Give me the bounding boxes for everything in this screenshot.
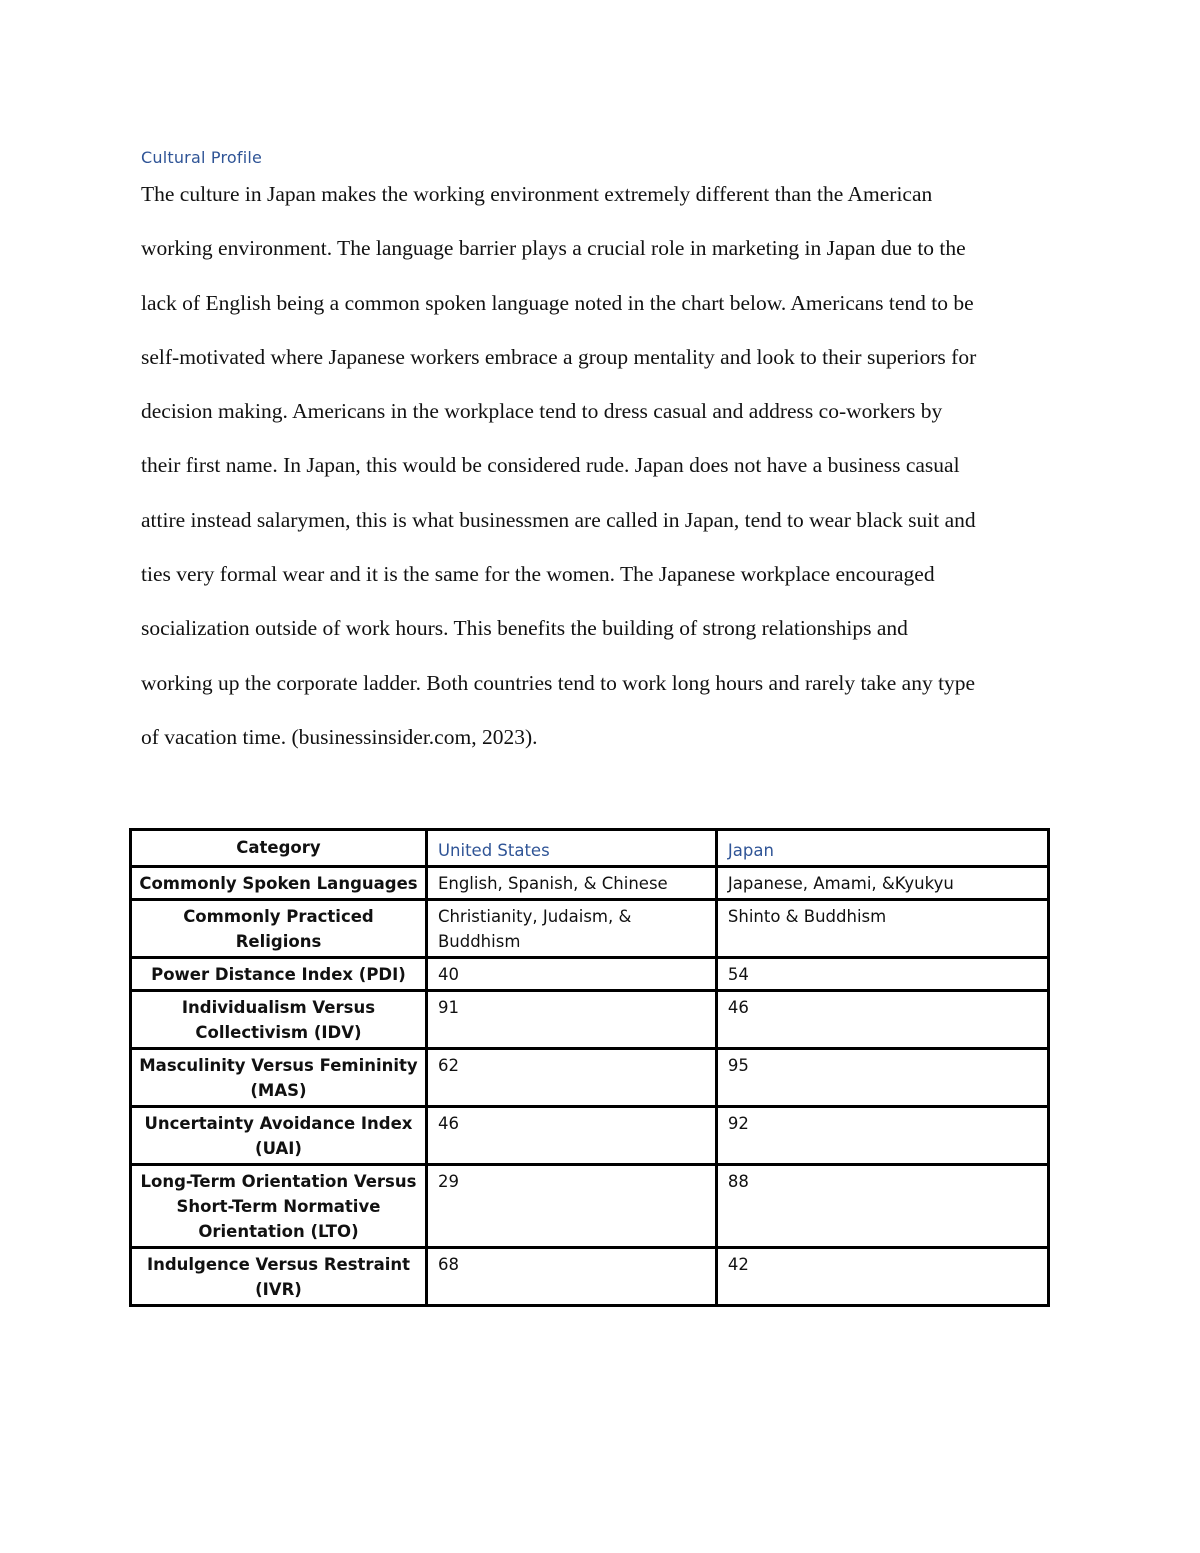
category-cell: Indulgence Versus Restraint (IVR) [131, 1248, 427, 1306]
table-header-row [131, 830, 1049, 867]
category-cell: Commonly Practiced Religions [131, 900, 427, 958]
table-row [131, 867, 1049, 900]
table-row [131, 991, 1049, 1049]
table-row [131, 1107, 1049, 1165]
paragraph-line: attire instead salarymen, this is what businessmen are called in Japan, tend to wear black suit and [141, 507, 976, 532]
section-heading: Cultural Profile [141, 148, 263, 167]
japan-value-cell: 95 [716, 1049, 1048, 1107]
us-value-cell: Christianity, Judaism, & Buddhism [426, 900, 716, 958]
category-cell: Power Distance Index (PDI) [131, 958, 427, 991]
paragraph-line: their first name. In Japan, this would be considered rude. Japan does not have a business casual [141, 453, 960, 478]
paragraph-line: working environment. The language barrier plays a crucial role in marketing in Japan due to the [141, 236, 966, 261]
japan-value-cell: Shinto & Buddhism [716, 900, 1048, 958]
us-value-cell: 29 [426, 1165, 716, 1248]
us-value-cell: 68 [426, 1248, 716, 1306]
cultural-comparison-table [129, 828, 1050, 1307]
category-cell: Masculinity Versus Femininity (MAS) [131, 1049, 427, 1107]
us-value-cell: English, Spanish, & Chinese [426, 867, 716, 900]
paragraph-line: The culture in Japan makes the working environment extremely different than the American [141, 182, 933, 206]
body-paragraph [141, 167, 1066, 764]
category-cell: Long-Term Orientation Versus Short-Term Normative Orientation (LTO) [131, 1165, 427, 1248]
paragraph-line: self-motivated where Japanese workers embrace a group mentality and look to their superiors for [141, 344, 977, 369]
japan-value-cell: Japanese, Amami, &Kyukyu [716, 867, 1048, 900]
us-value-cell: 40 [426, 958, 716, 991]
table-row [131, 1049, 1049, 1107]
japan-value-cell: 46 [716, 991, 1048, 1049]
category-cell: Uncertainty Avoidance Index (UAI) [131, 1107, 427, 1165]
paragraph-line: decision making. Americans in the workplace tend to dress casual and address co-workers by [141, 399, 943, 424]
header-united-states: United States [426, 830, 716, 867]
japan-value-cell: 88 [716, 1165, 1048, 1248]
header-category: Category [131, 830, 427, 867]
category-cell: Commonly Spoken Languages [131, 867, 427, 900]
table-row [131, 1248, 1049, 1306]
table-row [131, 900, 1049, 958]
us-value-cell: 46 [426, 1107, 716, 1165]
paragraph-line: socialization outside of work hours. This benefits the building of strong relationships and [141, 616, 908, 641]
table-row [131, 958, 1049, 991]
table-row [131, 1165, 1049, 1248]
japan-value-cell: 54 [716, 958, 1048, 991]
japan-value-cell: 42 [716, 1248, 1048, 1306]
japan-value-cell: 92 [716, 1107, 1048, 1165]
us-value-cell: 62 [426, 1049, 716, 1107]
paragraph-line: of vacation time. (businessinsider.com, 2023). [141, 724, 538, 749]
paragraph-line: ties very formal wear and it is the same for the women. The Japanese workplace encouraged [141, 562, 935, 587]
us-value-cell: 91 [426, 991, 716, 1049]
header-japan: Japan [716, 830, 1048, 867]
category-cell: Individualism Versus Collectivism (IDV) [131, 991, 427, 1049]
paragraph-line: working up the corporate ladder. Both countries tend to work long hours and rarely take any type [141, 670, 976, 695]
paragraph-line: lack of English being a common spoken language noted in the chart below. Americans tend to be [141, 290, 974, 315]
